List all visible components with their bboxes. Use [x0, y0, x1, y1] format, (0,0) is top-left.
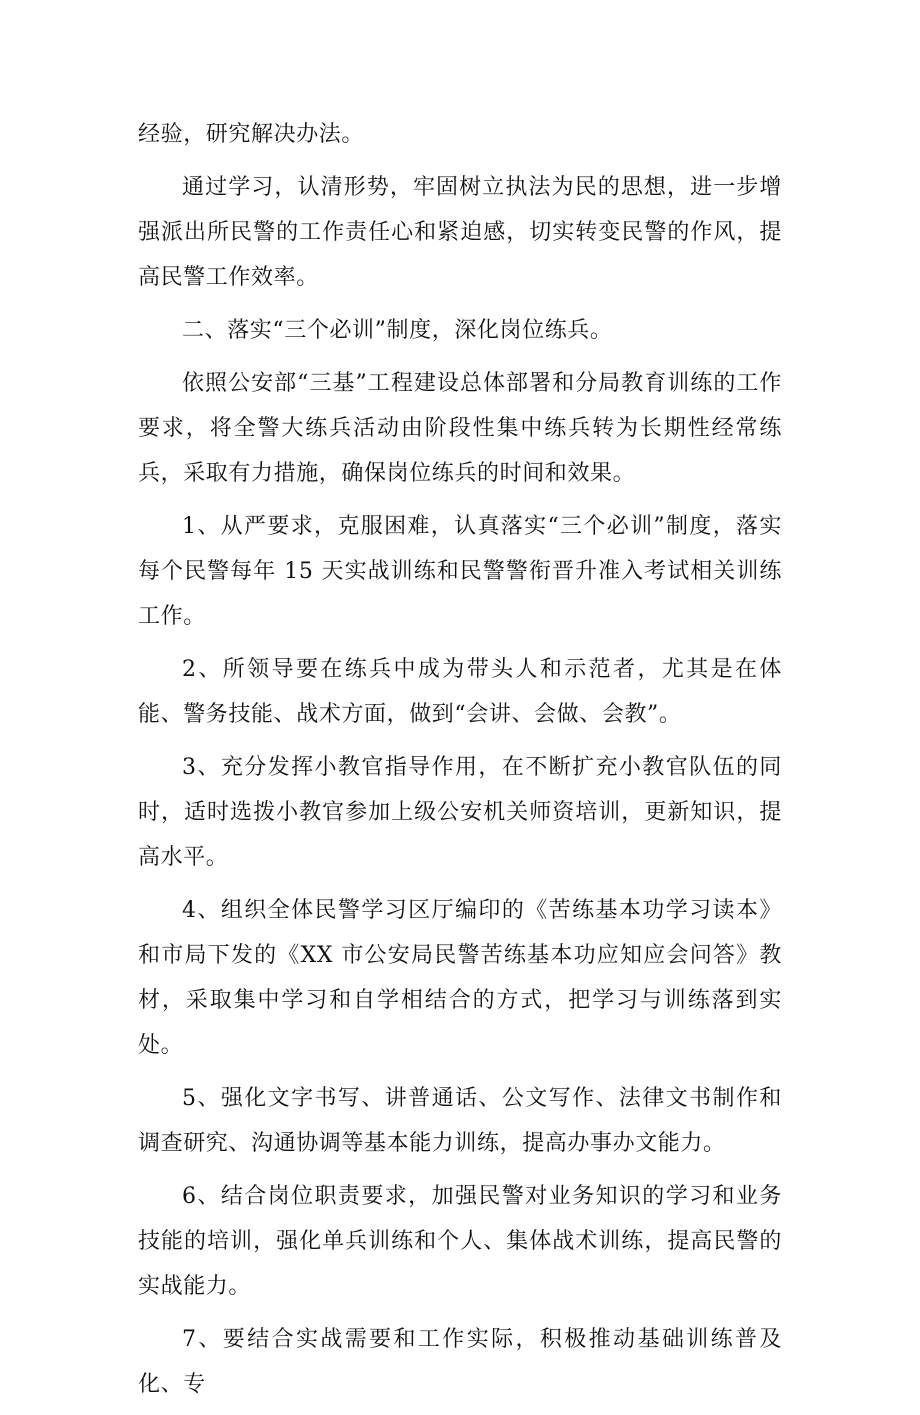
list-item-3: 3、充分发挥小教官指导作用，在不断扩充小教官队伍的同时，适时选拨小教官参加上级公安机关师资培训，更新知识，提高水平。: [138, 755, 782, 870]
paragraph-continuation: 经验，研究解决办法。: [138, 122, 365, 147]
document-page: [138, 112, 782, 1415]
list-item-7: 7、要结合实战需要和工作实际，积极推动基础训练普及化、专: [138, 1327, 782, 1397]
list-item-1: 1、从严要求，克服困难，认真落实“三个必训”制度，落实每个民警每年 15 天实战训练和民警警衔晋升准入考试相关训练工作。: [138, 514, 782, 629]
list-item-2: 2、所领导要在练兵中成为带头人和示范者，尤其是在体能、警务技能、战术方面，做到“会讲、会做、会教”。: [138, 657, 782, 727]
list-item-5: 5、强化文字书写、讲普通话、公文写作、法律文书制作和调查研究、沟通协调等基本能力训练，提高办事办文能力。: [138, 1086, 782, 1156]
section-heading-two: 二、落实“三个必训”制度，深化岗位练兵。: [182, 318, 613, 343]
list-item-6: 6、结合岗位职责要求，加强民警对业务知识的学习和业务技能的培训，强化单兵训练和个人、集体战术训练，提高民警的实战能力。: [138, 1184, 782, 1299]
paragraph-training-requirements: 依照公安部“三基”工程建设总体部署和分局教育训练的工作要求，将全警大练兵活动由阶段性集中练兵转为长期性经常练兵，采取有力措施，确保岗位练兵的时间和效果。: [138, 371, 782, 486]
list-item-4: 4、组织全体民警学习区厅编印的《苦练基本功学习读本》和市局下发的《XX 市公安局民警苦练基本功应知应会问答》教材，采取集中学习和自学相结合的方式，把学习与训练落到实处。: [138, 898, 782, 1058]
paragraph-study-purpose: 通过学习，认清形势，牢固树立执法为民的思想，进一步增强派出所民警的工作责任心和紧迫感，切实转变民警的作风，提高民警工作效率。: [138, 175, 782, 290]
